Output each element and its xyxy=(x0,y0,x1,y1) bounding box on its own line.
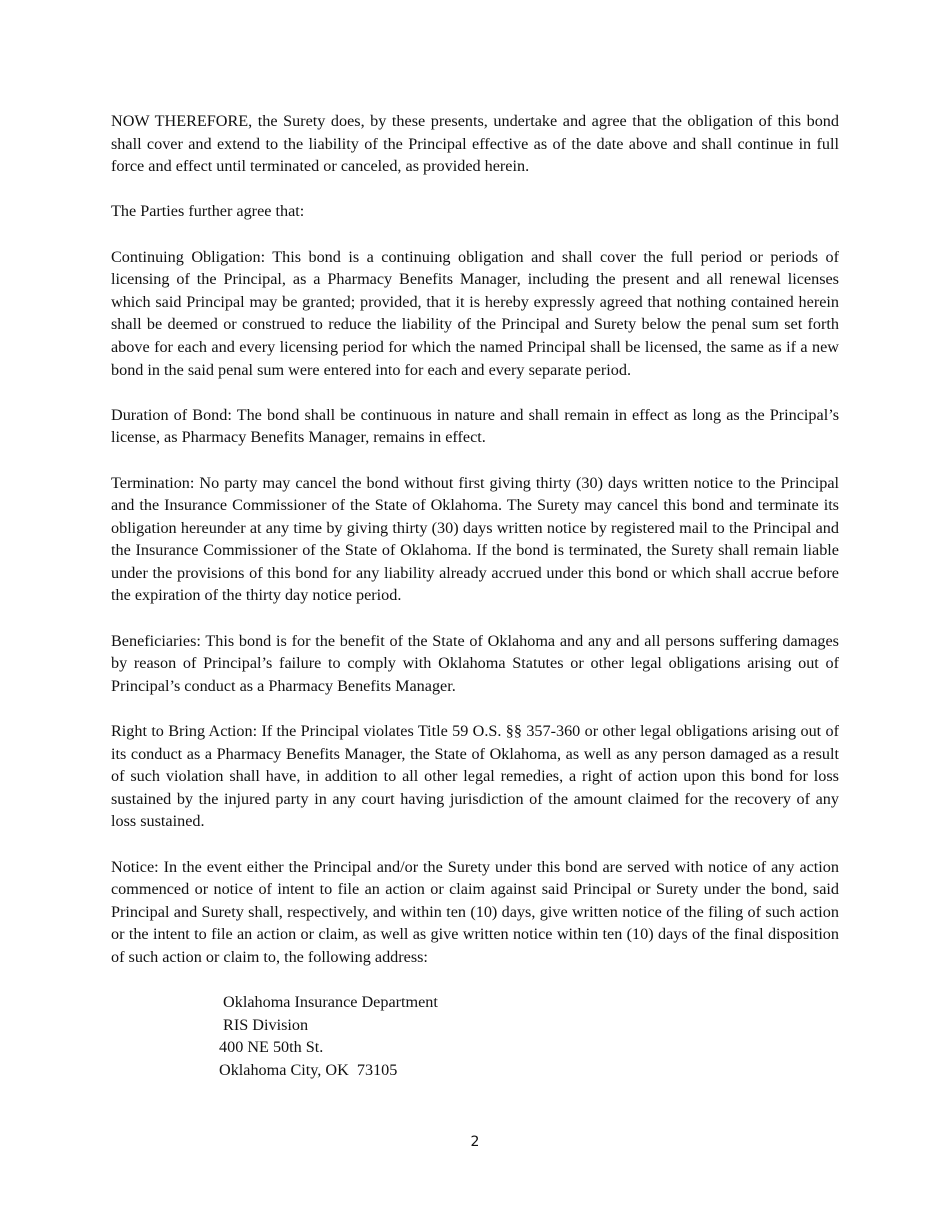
address-line-street: 400 NE 50th St. xyxy=(219,1038,324,1057)
paragraph-duration-of-bond: Duration of Bond: The bond shall be continuous in nature and shall remain in effect as long as the Principal’s license, as Pharmacy Benefits Manager, remains in effect. xyxy=(111,405,839,447)
address-line-division: RIS Division xyxy=(219,1015,309,1034)
paragraph-now-therefore: NOW THEREFORE, the Surety does, by these presents, undertake and agree that the obligation of this bond shall cover and extend to the liability of the Principal effective as of the date above and shall continue in full force and effect until terminated or canceled, as provided herein. xyxy=(111,112,839,176)
paragraph-termination: Termination: No party may cancel the bond without first giving thirty (30) days written notice to the Principal and the Insurance Commissioner of the State of Oklahoma. The Surety may cancel this bond and terminate its obligation hereunder at any time by giving thirty (30) days written notice by registered mail to the Principal and the Insurance Commissioner of the State of Oklahoma. If the bond is terminated, the Surety shall remain liable under the provisions of this bond for any liability already accrued under this bond or which shall accrue before the expiration of the thirty day notice period. xyxy=(111,473,839,605)
paragraph-continuing-obligation: Continuing Obligation: This bond is a continuing obligation and shall cover the full period or periods of licensing of the Principal, as a Pharmacy Benefits Manager, including the present and all renewal licenses which said Principal may be granted; provided, that it is hereby expressly agreed that nothing contained herein shall be deemed or construed to reduce the liability of the Principal and Surety below the penal sum set forth above for each and every licensing period for which the named Principal shall be licensed, the same as if a new bond in the said penal sum were entered into for each and every separate period. xyxy=(111,247,839,379)
address-line-department: Oklahoma Insurance Department xyxy=(219,993,438,1012)
address-line-city: Oklahoma City, OK 73105 xyxy=(219,1060,398,1079)
paragraph-beneficiaries: Beneficiaries: This bond is for the benefit of the State of Oklahoma and any and all persons suffering damages by reason of Principal’s failure to comply with Oklahoma Statutes or other legal obligations arising out of Principal’s conduct as a Pharmacy Benefits Manager. xyxy=(111,631,839,695)
paragraph-right-to-bring-action: Right to Bring Action: If the Principal violates Title 59 O.S. §§ 357-360 or other legal obligations arising out of its conduct as a Pharmacy Benefits Manager, the State of Oklahoma, as well as any person damaged as a result of such violation shall have, in addition to all other legal remedies, a right of action upon this bond for loss sustained by the injured party in any court having jurisdiction of the amount claimed for the recovery of any loss sustained. xyxy=(111,722,839,831)
paragraph-notice: Notice: In the event either the Principal and/or the Surety under this bond are served with notice of any action commenced or notice of intent to file an action or claim against said Principal or Surety under the bond, said Principal and Surety shall, respectively, and within ten (10) days, give written notice of the filing of such action or the intent to file an action or claim, as well as give written notice within ten (10) days of the final disposition of such action or claim to, the following address: xyxy=(111,857,839,966)
page-number: 2 xyxy=(470,1134,480,1150)
mailing-address xyxy=(219,991,839,1081)
paragraph-parties-agree: The Parties further agree that: xyxy=(111,202,305,221)
document-body xyxy=(111,110,839,1082)
